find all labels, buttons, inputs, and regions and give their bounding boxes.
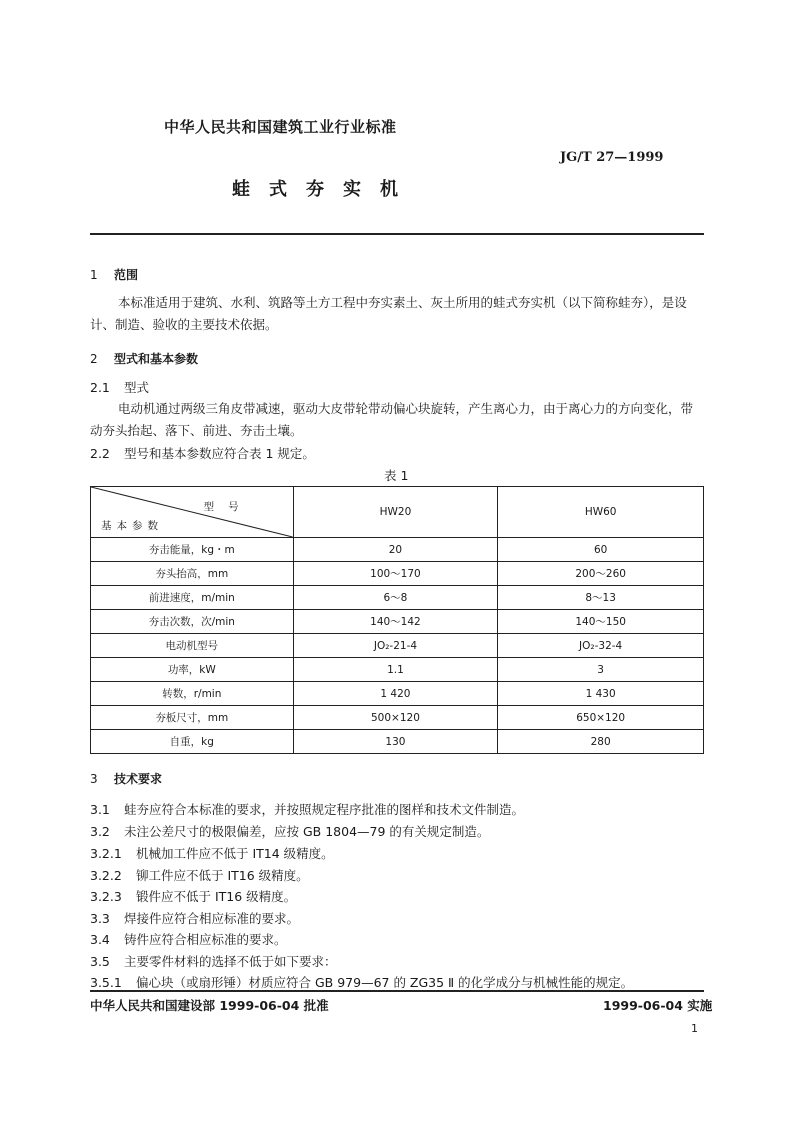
param-cell: 前进速度，m/min [91, 586, 294, 610]
clause-text: 锻件应不低于 IT16 级精度。 [136, 889, 297, 904]
table-row [91, 682, 704, 706]
clause-line [90, 930, 287, 948]
clause-line [90, 909, 299, 927]
clause-number: 3.3 [90, 911, 110, 926]
param-cell: 电动机型号 [91, 634, 294, 658]
section-2-heading [90, 350, 198, 367]
clause-number: 3.2.2 [90, 868, 122, 883]
value-cell: 140～150 [498, 610, 704, 634]
implementation-line: 1999-06-04 实施 [603, 998, 713, 1013]
section-number: 2.2 [90, 446, 110, 461]
clause-line [90, 866, 309, 884]
value-cell: JO₂-32-4 [498, 634, 704, 658]
standard-code: JG/T 27—1999 [560, 150, 664, 165]
section-2-2-line [90, 444, 315, 462]
section-title: 型式 [124, 380, 150, 395]
section-number: 1 [90, 268, 98, 282]
section-number: 2.1 [90, 380, 110, 395]
value-cell: JO₂-21-4 [293, 634, 498, 658]
table-row [91, 586, 704, 610]
clause-text: 机械加工件应不低于 IT14 级精度。 [136, 846, 334, 861]
param-cell: 转数，r/min [91, 682, 294, 706]
header-model-label: 型号 [203, 501, 253, 513]
clause-text: 未注公差尺寸的极限偏差，应按 GB 1804—79 的有关规定制造。 [124, 824, 490, 839]
section-3-heading [90, 770, 162, 787]
section-number: 3 [90, 772, 98, 786]
table-row [91, 658, 704, 682]
approval-line: 中华人民共和国建设部 1999-06-04 批准 [90, 998, 329, 1013]
value-cell: 500×120 [293, 706, 498, 730]
param-cell: 夯击次数，次/min [91, 610, 294, 634]
industry-standard-title: 中华人民共和国建筑工业行业标准 [164, 118, 397, 136]
clause-line [90, 973, 633, 991]
value-cell: 140～142 [293, 610, 498, 634]
clause-line [90, 822, 489, 840]
param-cell: 夯板尺寸，mm [91, 706, 294, 730]
clause-text: 铆工件应不低于 IT16 级精度。 [136, 868, 309, 883]
model-header-cell: HW60 [498, 487, 704, 538]
page-number: 1 [691, 1022, 698, 1035]
clause-number: 3.2.3 [90, 889, 122, 904]
table-header-row [91, 487, 704, 538]
model-header-cell: HW20 [293, 487, 498, 538]
value-cell: 650×120 [498, 706, 704, 730]
param-cell: 夯头抬高，mm [91, 562, 294, 586]
clause-line [90, 844, 334, 862]
value-cell: 8～13 [498, 586, 704, 610]
clause-number: 3.5 [90, 954, 110, 969]
value-cell: 100～170 [293, 562, 498, 586]
table-row [91, 538, 704, 562]
table-caption: 表 1 [384, 468, 409, 483]
value-cell: 200～260 [498, 562, 704, 586]
value-cell: 20 [293, 538, 498, 562]
section-title: 范围 [114, 268, 139, 282]
section-text: 型号和基本参数应符合表 1 规定。 [124, 446, 315, 461]
value-cell: 1.1 [293, 658, 498, 682]
param-cell: 夯击能量，kg・m [91, 538, 294, 562]
section-2-1-body: 电动机通过两级三角皮带减速，驱动大皮带轮带动偏心块旋转，产生离心力，由于离心力的方向变化，带动夯头抬起、落下、前进、夯击土壤。 [90, 401, 694, 438]
value-cell: 280 [498, 730, 704, 754]
document-title: 蛙式夯实机 [232, 179, 417, 200]
diagonal-header-cell [91, 487, 294, 538]
value-cell: 1 430 [498, 682, 704, 706]
section-title: 型式和基本参数 [114, 352, 199, 366]
clause-line [90, 952, 337, 970]
clause-line [90, 887, 296, 905]
table-row [91, 610, 704, 634]
clause-number: 3.2.1 [90, 846, 122, 861]
clause-text: 焊接件应符合相应标准的要求。 [124, 911, 300, 926]
header-divider [90, 233, 704, 235]
section-title: 技术要求 [114, 772, 163, 786]
footer-divider [90, 990, 704, 992]
section-number: 2 [90, 352, 98, 366]
clause-number: 3.5.1 [90, 975, 122, 990]
clause-text: 铸件应符合相应标准的要求。 [124, 932, 287, 947]
table-row [91, 562, 704, 586]
value-cell: 130 [293, 730, 498, 754]
table-row [91, 706, 704, 730]
clause-number: 3.1 [90, 802, 110, 817]
clause-line [90, 800, 524, 818]
clause-text: 主要零件材料的选择不低于如下要求： [124, 954, 337, 969]
clause-text: 蛙夯应符合本标准的要求，并按照规定程序批准的图样和技术文件制造。 [124, 802, 525, 817]
clause-number: 3.4 [90, 932, 110, 947]
clause-number: 3.2 [90, 824, 110, 839]
param-cell: 自重，kg [91, 730, 294, 754]
value-cell: 6～8 [293, 586, 498, 610]
table-row [91, 634, 704, 658]
param-cell: 功率，kW [91, 658, 294, 682]
table-row [91, 730, 704, 754]
value-cell: 3 [498, 658, 704, 682]
value-cell: 60 [498, 538, 704, 562]
value-cell: 1 420 [293, 682, 498, 706]
header-param-label: 基本参数 [101, 520, 163, 532]
section-2-1-heading [90, 378, 149, 396]
parameter-table [90, 486, 704, 754]
section-1-body: 本标准适用于建筑、水利、筑路等土方工程中夯实素土、灰土所用的蛙式夯实机（以下简称蛙夯），是设计、制造、验收的主要技术依据。 [90, 295, 687, 332]
section-1-heading [90, 266, 138, 283]
clause-text: 偏心块（或扇形锤）材质应符合 GB 979—67 的 ZG35 Ⅱ 的化学成分与机械性能的规定。 [136, 975, 634, 990]
